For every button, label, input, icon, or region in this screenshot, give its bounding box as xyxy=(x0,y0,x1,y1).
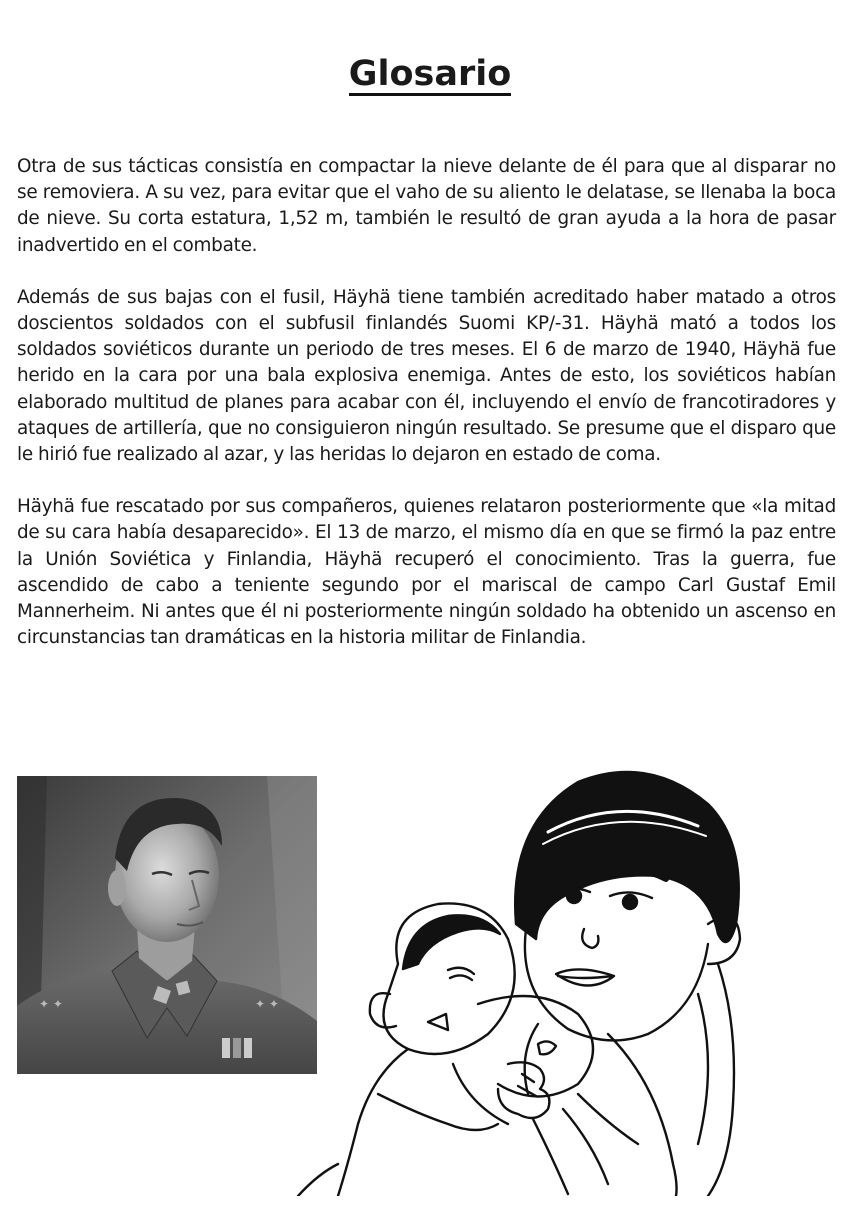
page-title xyxy=(0,52,850,96)
svg-text:✦ ✦: ✦ ✦ xyxy=(39,997,63,1011)
glossary-body xyxy=(17,154,836,677)
manga-illustration xyxy=(278,764,750,1196)
paragraph-2: Además de sus bajas con el fusil, Häyhä tiene también acreditado haber matado a otros doscientos soldados con el subfusil finlandés Suomi KP/-31. Häyhä mató a todos los soldados soviéticos durante un periodo de tres meses. El 6 de marzo de 1940, Häyhä fue herido en la cara por una bala explosiva enemiga. Antes de esto, los soviéticos habían elaborado multitud de planes para acabar con él, incluyendo el envío de francotiradores y ataques de artillería, que no consiguieron ningún resultado. Se presume que el disparo que le hirió fue realizado al azar, y las heridas lo dejaron en estado de coma. xyxy=(17,286,836,466)
paragraph-3: Häyhä fue rescatado por sus compañeros, quienes relataron posteriormente que «la mitad de su cara había desaparecido». El 13 de marzo, el mismo día en que se firmó la paz entre la Unión Soviética y Finlandia, Häyhä recuperó el conocimiento. Tras la guerra, fue ascendido de cabo a teniente segundo por el mariscal de campo Carl Gustaf Emil Mannerheim. Ni antes que él ni posteriormente ningún soldado ha obtenido un ascenso en circunstancias tan dramáticas en la historia militar de Finlandia. xyxy=(17,496,836,649)
soldier-portrait-photo xyxy=(17,776,317,1074)
svg-text:✦ ✦: ✦ ✦ xyxy=(255,997,279,1011)
paragraph-1: Otra de sus tácticas consistía en compactar la nieve delante de él para que al disparar no se removiera. A su vez, para evitar que el vaho de su aliento le delatase, se llenaba la boca de nieve. Su corta estatura, 1,52 m, también le resultó de gran ayuda a la hora de pasar inadvertido en el combate. xyxy=(17,156,836,256)
title-text: Glosario xyxy=(348,54,512,94)
